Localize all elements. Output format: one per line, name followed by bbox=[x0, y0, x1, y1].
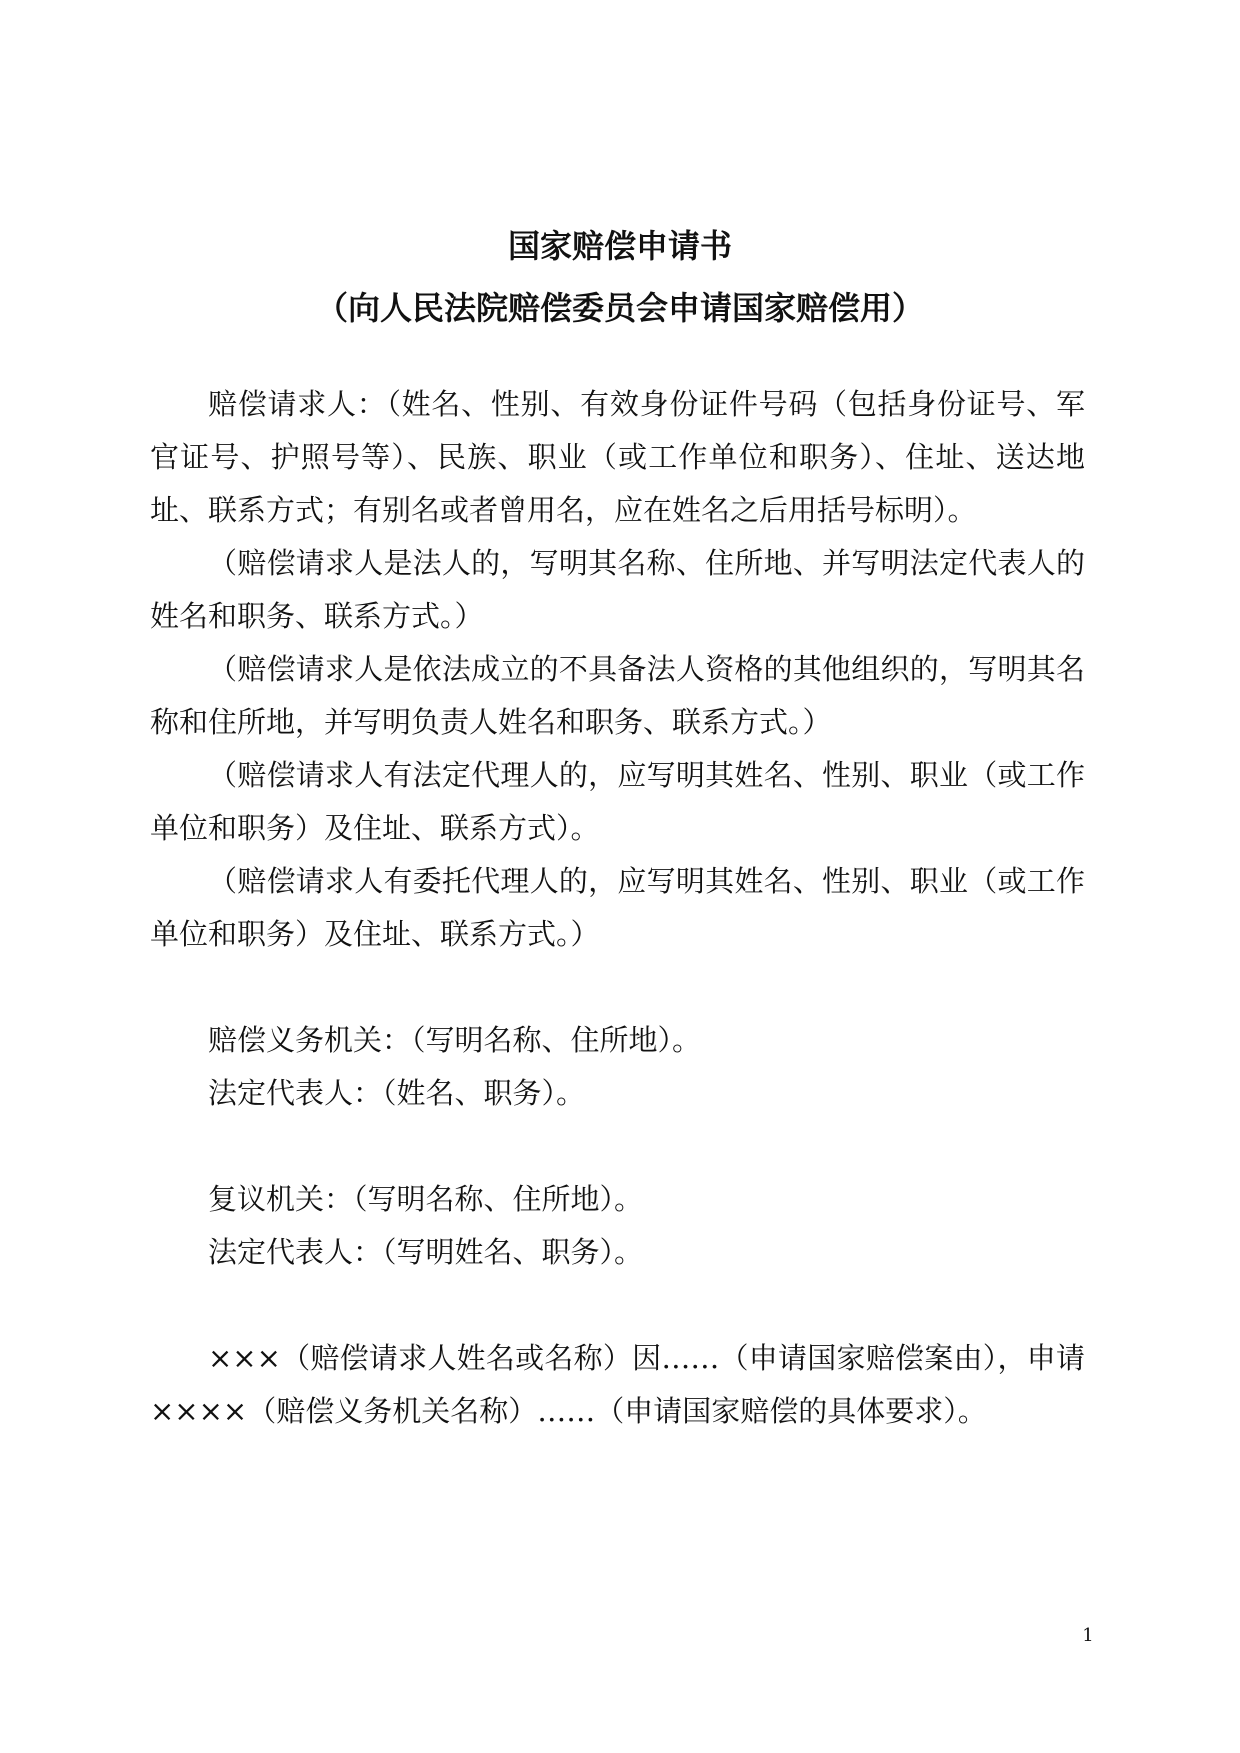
document-body bbox=[150, 378, 1085, 1438]
review-legal-representative-line: 法定代表人：（写明姓名、职务）。 bbox=[208, 1235, 644, 1269]
document-subtitle: （向人民法院赔偿委员会申请国家赔偿用） bbox=[315, 289, 924, 327]
entrusted-agent-note: （赔偿请求人有委托代理人的，应写明其姓名、性别、职业（或工作单位和职务）及住址、联系方式。） bbox=[150, 864, 1085, 951]
other-organization-note: （赔偿请求人是依法成立的不具备法人资格的其他组织的，写明其名称和住所地，并写明负责人姓名和职务、联系方式。） bbox=[150, 652, 1085, 739]
compensation-obligor-line: 赔偿义务机关：（写明名称、住所地）。 bbox=[208, 1023, 702, 1057]
section-gap bbox=[150, 961, 1085, 1014]
legal-person-note: （赔偿请求人是法人的，写明其名称、住所地、并写明法定代表人的姓名和职务、联系方式。） bbox=[150, 546, 1085, 633]
document-title: 国家赔偿申请书 bbox=[507, 227, 732, 265]
statutory-agent-note: （赔偿请求人有法定代理人的，应写明其姓名、性别、职业（或工作单位和职务）及住址、联系方式）。 bbox=[150, 758, 1085, 845]
review-organ-line: 复议机关：（写明名称、住所地）。 bbox=[208, 1182, 644, 1216]
compensation-request-paragraph: ×××（赔偿请求人姓名或名称）因……（申请国家赔偿案由），申请××××（赔偿义务机关名称）……（申请国家赔偿的具体要求）。 bbox=[150, 1341, 1085, 1428]
claimant-info-paragraph: 赔偿请求人：（姓名、性别、有效身份证件号码（包括身份证号、军官证号、护照号等）、民族、职业（或工作单位和职务）、住址、送达地址、联系方式；有别名或者曾用名，应在姓名之后用括号标明）。 bbox=[150, 387, 1085, 527]
obligor-legal-representative-line: 法定代表人：（姓名、职务）。 bbox=[208, 1076, 586, 1110]
section-gap bbox=[150, 1279, 1085, 1332]
section-gap bbox=[150, 1120, 1085, 1173]
page-number: 1 bbox=[1082, 1625, 1094, 1646]
